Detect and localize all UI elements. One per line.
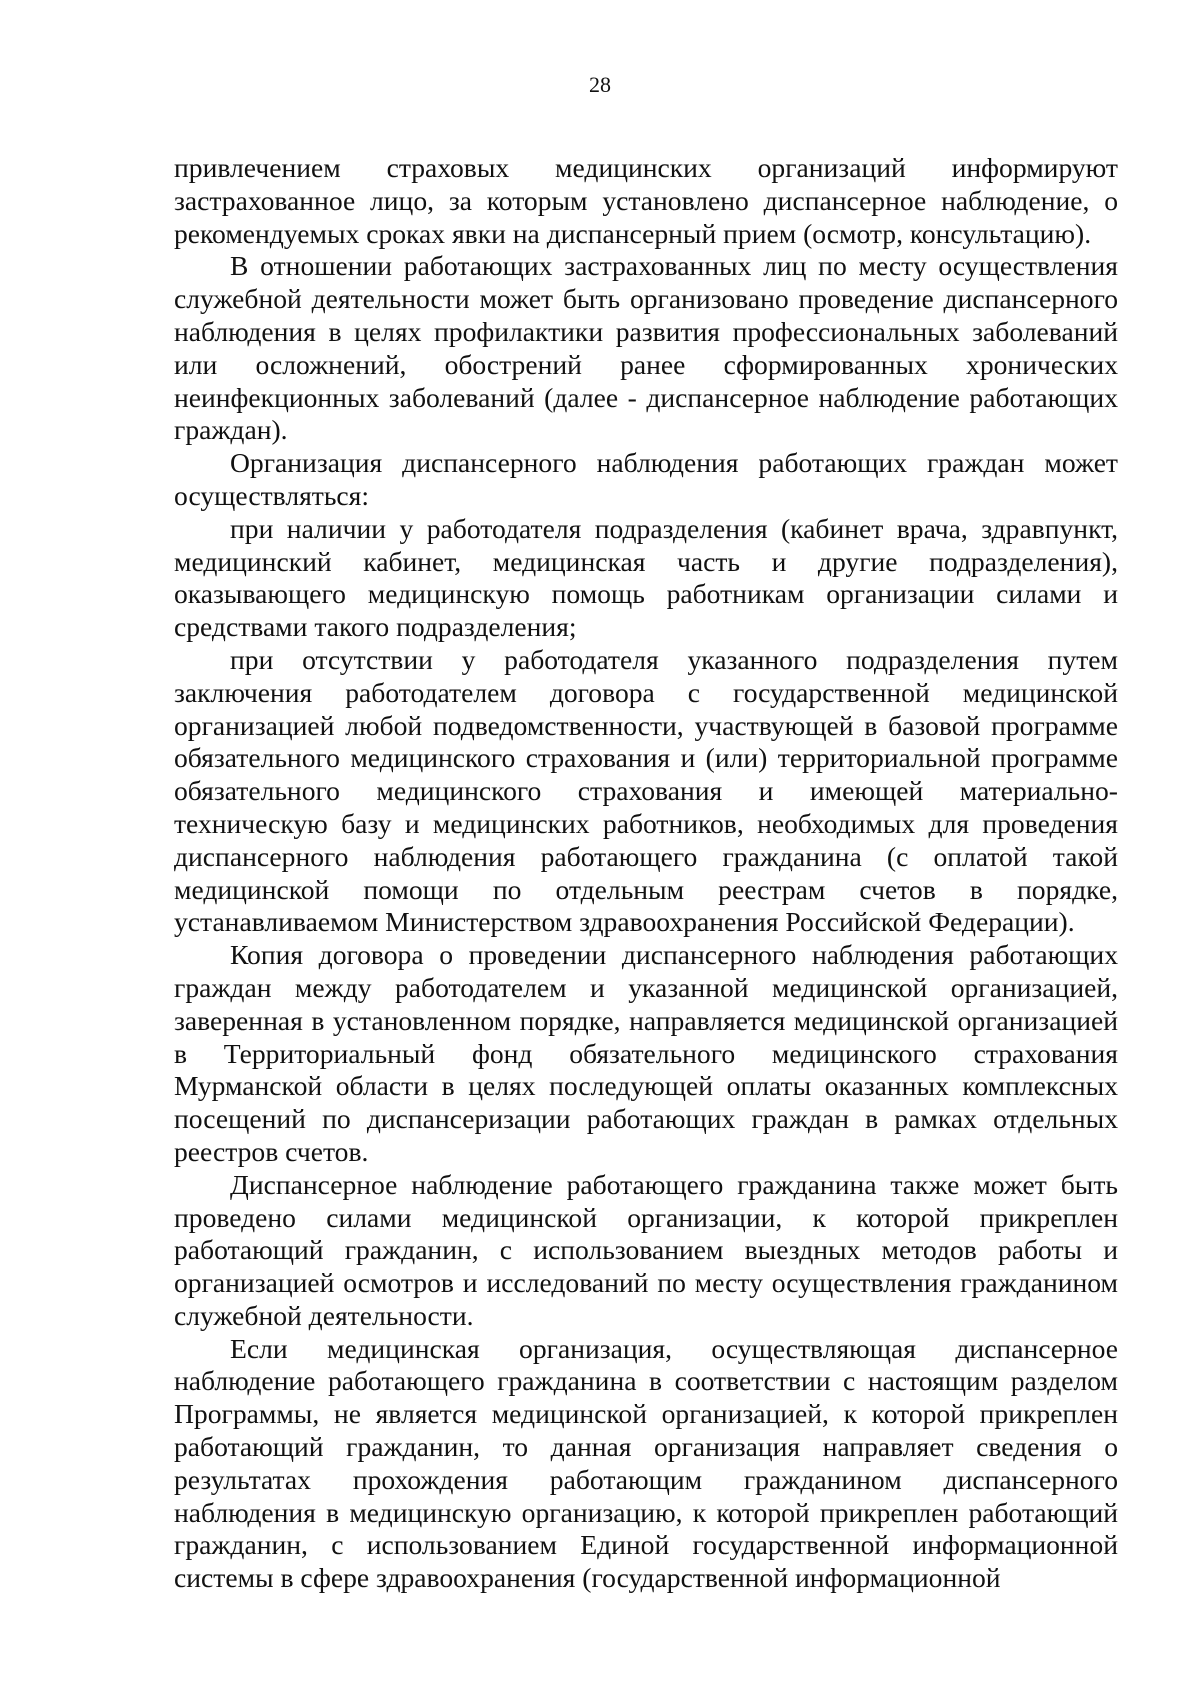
paragraph-attached-organization: Диспансерное наблюдение работающего гражданина также может быть проведено силами медицинской организации, к которой прикреплен работающий гражданин, с использованием выездных методов работы и организацией осмотров и исследований по месту осуществления гражданином служебной деятельности. xyxy=(174,1168,1118,1331)
document-body xyxy=(174,152,1118,1595)
paragraph-continuation: привлечением страховых медицинских организаций информируют застрахованное лицо, за которым установлено диспансерное наблюдение, о рекомендуемых сроках явки на диспансерный прием (осмотр, консультацию). xyxy=(174,152,1118,249)
paragraph-contract-copy: Копия договора о проведении диспансерного наблюдения работающих граждан между работодателем и указанной медицинской организацией, заверенная в установленном порядке, направляется медицинской организацией в Территориальный фонд обязательного медицинского страхования Мурманской области в целях последующей оплаты оказанных комплексных посещений по диспансеризации работающих граждан в рамках отдельных реестров счетов. xyxy=(174,939,1118,1167)
paragraph-working-citizens: В отношении работающих застрахованных лиц по месту осуществления служебной деятельности может быть организовано проведение диспансерного наблюдения в целях профилактики развития профессиональных заболеваний или осложнений, обострений ранее сформированных хронических неинфекционных заболеваний (далее - диспансерное наблюдение работающих граждан). xyxy=(174,250,1118,446)
paragraph-without-subdivision: при отсутствии у работодателя указанного подразделения путем заключения работодателем договора с государственной медицинской организацией любой подведомственности, участвующей в базовой программе обязательного медицинского страхования и (или) территориальной программе обязательного медицинского страхования и имеющей материально-техническую базу и медицинских работников, необходимых для проведения диспансерного наблюдения работающего гражданина (с оплатой такой медицинской помощи по отдельным реестрам счетов в порядке, устанавливаемом Министерством здравоохранения Российской Федерации). xyxy=(174,643,1118,938)
page-number: 28 xyxy=(589,72,611,97)
paragraph-information-transfer: Если медицинская организация, осуществляющая диспансерное наблюдение работающего гражданина в соответствии с настоящим разделом Программы, не является медицинской организацией, к которой прикреплен работающий гражданин, то данная организация направляет сведения о результатах прохождения работающим гражданином диспансерного наблюдения в медицинскую организацию, к которой прикреплен работающий гражданин, с использованием Единой государственной информационной системы в сфере здравоохранения (государственной информационной xyxy=(174,1332,1118,1594)
paragraph-with-subdivision: при наличии у работодателя подразделения (кабинет врача, здравпункт, медицинский кабинет, медицинская часть и другие подразделения), оказывающего медицинскую помощь работникам организации силами и средствами такого подразделения; xyxy=(174,512,1118,643)
paragraph-organization: Организация диспансерного наблюдения работающих граждан может осуществляться: xyxy=(174,447,1118,511)
